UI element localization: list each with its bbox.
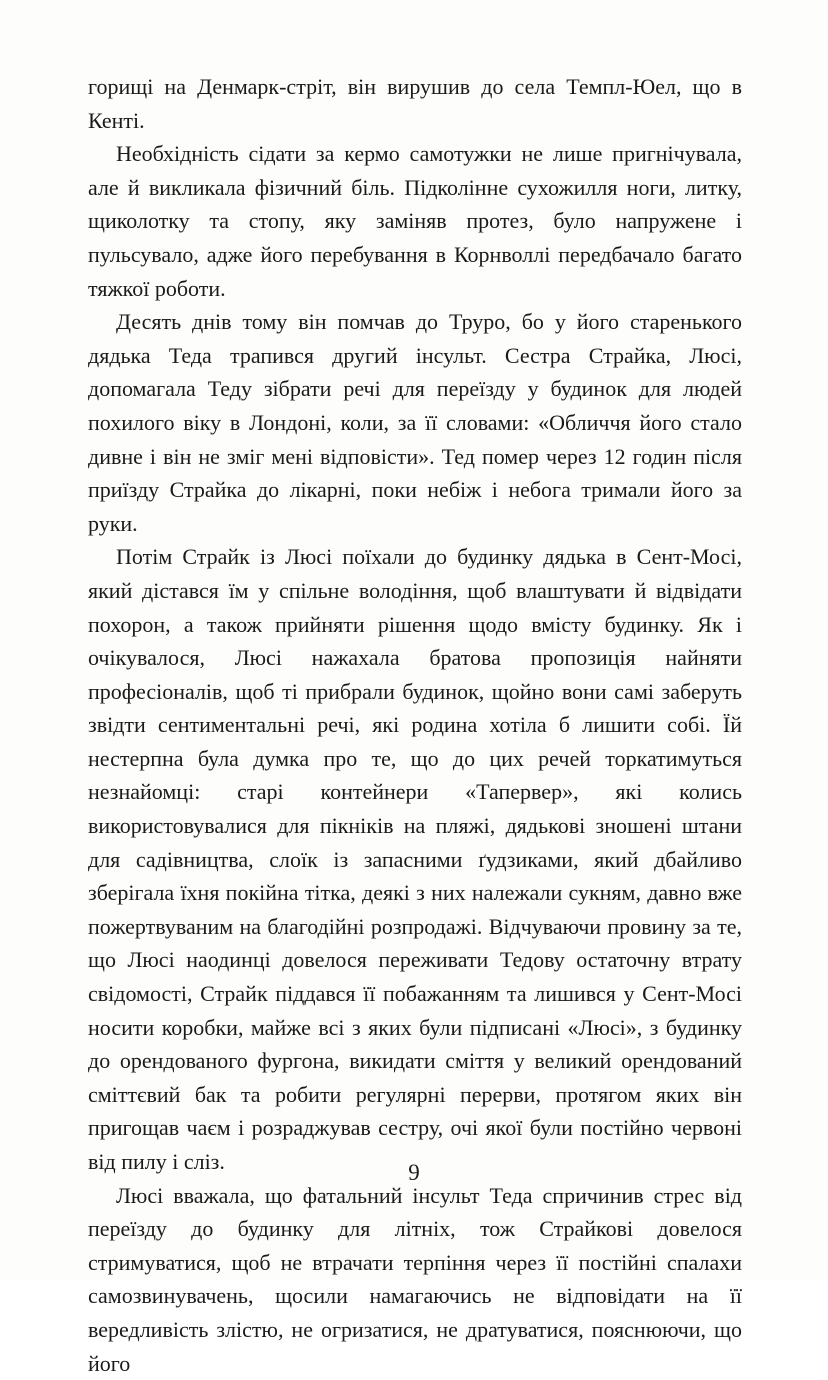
page-number: 9 <box>408 1160 420 1185</box>
paragraph: Необхідність сідати за кермо самотужки не лише пригнічувала, але й викликала фізичний біль. Підколінне сухожилля ноги, литку, щиколотку та стопу, яку заміняв протез, було напружене і пульсувало, адже його перебування в Корнволлі передбачало багато тяжкої роботи. <box>88 141 742 301</box>
paragraph: Потім Страйк із Люсі поїхали до будинку дядька в Сент-Мосі, який дістався їм у спільне володіння, щоб влаштувати й відвідати похорон, а також прийняти рішення щодо вмісту будинку. Як і очікувалося, Люсі нажахала братова пропозиція найняти професіоналів, щоб ті прибрали будинок, щойно вони самі заберуть звідти сентиментальні речі, які родина хотіла б лишити собі. Їй нестерпна була думка про те, що до цих речей торкатимуться незнайомці: старі контейнери «Тапервер», які колись використовувалися для пікніків на пляжі, дядькові зношені штани для садівництва, слоїк із запасними ґудзиками, який дбайливо зберігала їхня покійна тітка, деякі з них належали сукням, давно вже пожертвуваним на благодійні розпродажі. Відчуваючи провину за те, що Люсі наодинці довелося переживати Тедову остаточну втрату свідомості, Страйк піддався її побажанням та лишився у Сент-Мосі носити коробки, майже всі з яких були підписані «Люсі», з будинку до орендованого фургона, викидати сміття у великий орендований сміттєвий бак та робити регулярні перерви, протягом яких він пригощав чаєм і розраджував сестру, очі якої були постійно червоні від пилу і сліз. <box>88 544 742 1174</box>
paragraph-continuation: горищі на Денмарк-стріт, він вирушив до села Темпл-Юел, що в Кенті. <box>88 74 742 133</box>
paragraph: Люсі вважала, що фатальний інсульт Теда спричинив стрес від переїзду до будинку для літніх, тож Страйкові довелося стримуватися, щоб не втрачати терпіння через її постійні спалахи самозвинувачень, щосили намагаючись не відповідати на її вередливість злістю, не огризатися, не дратуватися, пояснюючи, що його <box>88 1182 742 1376</box>
paragraph: Десять днів тому він помчав до Труро, бо у його старенького дядька Теда трапився другий інсульт. Сестра Страйка, Люсі, допомагала Теду зібрати речі для переїзду у будинок для людей похилого віку в Лондоні, коли, за її словами: «Обличчя його стало дивне і він не зміг мені відповісти». Тед помер через 12 годин після приїзду Страйка до лікарні, поки небіж і небога тримали його за руки. <box>88 309 742 536</box>
